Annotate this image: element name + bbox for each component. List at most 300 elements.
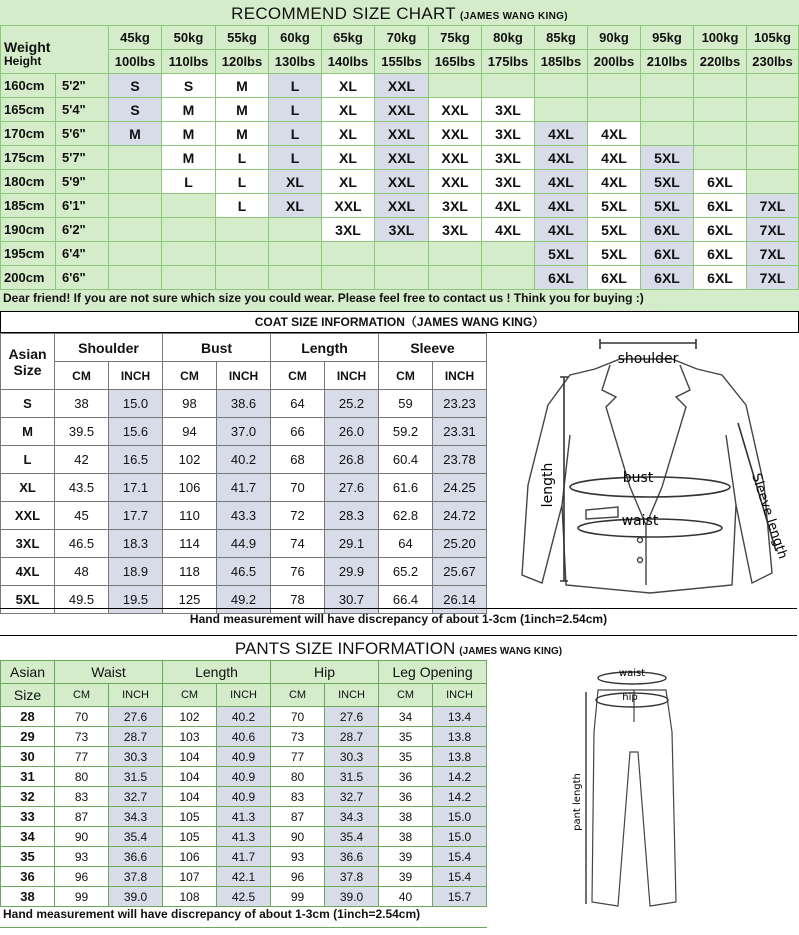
pants-size: 32: [1, 787, 55, 807]
size-cell: [535, 98, 588, 122]
pants-value: 87: [55, 807, 109, 827]
size-cell: 3XL: [482, 98, 535, 122]
recommend-title: [0, 4, 799, 24]
pants-table: [0, 660, 487, 907]
size-cell: 6XL: [694, 194, 747, 218]
weight-lbs-header: 185lbs: [535, 50, 588, 74]
coat-value: 59: [379, 390, 433, 418]
coat-value: 18.3: [109, 530, 163, 558]
height-ft: 5'4": [56, 98, 109, 122]
recommend-row: [1, 122, 799, 146]
pants-value: 15.0: [433, 827, 487, 847]
pants-value: 36: [379, 767, 433, 787]
coat-unit-header: INCH: [325, 362, 379, 390]
coat-value: 110: [163, 502, 217, 530]
size-cell: [747, 170, 799, 194]
pants-value: 80: [271, 767, 325, 787]
size-cell: 4XL: [588, 170, 641, 194]
size-cell: M: [162, 98, 216, 122]
coat-value: 40.2: [217, 446, 271, 474]
pants-value: 105: [163, 807, 217, 827]
pants-value: 41.7: [217, 847, 271, 867]
coat-shoulder-label: shoulder: [617, 351, 679, 367]
coat-value: 61.6: [379, 474, 433, 502]
pants-group-header: Length: [163, 661, 271, 684]
size-cell: [429, 266, 482, 290]
recommend-brand: (JAMES WANG KING): [459, 11, 568, 22]
coat-value: 15.0: [109, 390, 163, 418]
pants-diagram: [568, 662, 698, 912]
coat-value: 64: [271, 390, 325, 418]
size-cell: XXL: [429, 122, 482, 146]
pants-value: 14.2: [433, 787, 487, 807]
size-cell: [535, 74, 588, 98]
weight-kg-header: 55kg: [216, 26, 269, 50]
height-ft: 6'6": [56, 266, 109, 290]
pants-value: 39: [379, 867, 433, 887]
pants-value: 70: [55, 707, 109, 727]
size-cell: XXL: [375, 122, 429, 146]
height-cm: 190cm: [1, 218, 56, 242]
weight-kg-header: 65kg: [322, 26, 375, 50]
coat-unit-header: INCH: [433, 362, 487, 390]
weight-lbs-header: 200lbs: [588, 50, 641, 74]
coat-value: 125: [163, 586, 217, 614]
coat-diagram: [500, 335, 792, 603]
size-cell: [162, 242, 216, 266]
size-cell: [216, 218, 269, 242]
coat-bust-label: bust: [622, 470, 654, 486]
pants-value: 42.1: [217, 867, 271, 887]
size-cell: 6XL: [641, 242, 694, 266]
pants-value: 15.4: [433, 867, 487, 887]
size-cell: 3XL: [482, 122, 535, 146]
coat-unit-header: INCH: [217, 362, 271, 390]
size-cell: 4XL: [482, 194, 535, 218]
height-ft: 6'2": [56, 218, 109, 242]
size-cell: [482, 266, 535, 290]
pants-value: 93: [55, 847, 109, 867]
height-ft: 5'9": [56, 170, 109, 194]
pants-group-header: Leg Opening: [379, 661, 487, 684]
coat-value: 29.9: [325, 558, 379, 586]
size-cell: XL: [322, 170, 375, 194]
size-cell: L: [269, 98, 322, 122]
height-ft: 6'4": [56, 242, 109, 266]
coat-value: 25.20: [433, 530, 487, 558]
pants-value: 102: [163, 707, 217, 727]
coat-length-label: length: [540, 462, 556, 508]
coat-unit-header: CM: [379, 362, 433, 390]
coat-value: 41.7: [217, 474, 271, 502]
pants-value: 27.6: [109, 707, 163, 727]
coat-title: COAT SIZE INFORMATION（JAMES WANG KING）: [0, 311, 799, 333]
coat-value: 25.2: [325, 390, 379, 418]
weight-kg-header: 90kg: [588, 26, 641, 50]
pants-value: 93: [271, 847, 325, 867]
size-cell: 7XL: [747, 242, 799, 266]
pants-brand: (JAMES WANG KING): [459, 646, 563, 657]
pants-value: 30.3: [325, 747, 379, 767]
coat-value: 38: [55, 390, 109, 418]
size-cell: [216, 242, 269, 266]
pants-unit-header: CM: [379, 684, 433, 707]
pants-group-header: Waist: [55, 661, 163, 684]
size-cell: 4XL: [535, 146, 588, 170]
pants-value: 32.7: [325, 787, 379, 807]
size-cell: 7XL: [747, 218, 799, 242]
weight-kg-header: 75kg: [429, 26, 482, 50]
pants-size: 33: [1, 807, 55, 827]
size-cell: [641, 122, 694, 146]
coat-value: 18.9: [109, 558, 163, 586]
pants-value: 77: [55, 747, 109, 767]
coat-group-header: Shoulder: [55, 334, 163, 362]
pants-row: [1, 747, 487, 767]
recommend-row: [1, 170, 799, 194]
size-cell: 4XL: [482, 218, 535, 242]
pants-value: 31.5: [109, 767, 163, 787]
weight-lbs-header: 155lbs: [375, 50, 429, 74]
size-cell: [641, 98, 694, 122]
size-cell: XXL: [429, 146, 482, 170]
coat-value: 70: [271, 474, 325, 502]
coat-value: 23.31: [433, 418, 487, 446]
weight-lbs-header: 110lbs: [162, 50, 216, 74]
pants-value: 39.0: [325, 887, 379, 907]
pants-size: 36: [1, 867, 55, 887]
size-cell: [269, 218, 322, 242]
pants-value: 28.7: [109, 727, 163, 747]
weight-lbs-header: 140lbs: [322, 50, 375, 74]
pants-unit-header: CM: [55, 684, 109, 707]
coat-value: 17.7: [109, 502, 163, 530]
size-cell: [747, 98, 799, 122]
weight-kg-header: 70kg: [375, 26, 429, 50]
pants-value: 28.7: [325, 727, 379, 747]
size-cell: [747, 122, 799, 146]
coat-value: 74: [271, 530, 325, 558]
coat-value: 26.0: [325, 418, 379, 446]
size-cell: M: [216, 122, 269, 146]
pants-value: 70: [271, 707, 325, 727]
size-cell: XXL: [375, 170, 429, 194]
size-cell: [588, 74, 641, 98]
pants-value: 35.4: [325, 827, 379, 847]
size-cell: [429, 74, 482, 98]
pants-value: 90: [55, 827, 109, 847]
size-cell: 3XL: [429, 194, 482, 218]
coat-size: M: [1, 418, 55, 446]
coat-row: [1, 474, 487, 502]
pants-size: 34: [1, 827, 55, 847]
pants-value: 96: [271, 867, 325, 887]
coat-value: 23.78: [433, 446, 487, 474]
height-cm: 175cm: [1, 146, 56, 170]
size-cell: 7XL: [747, 194, 799, 218]
size-cell: [109, 194, 162, 218]
coat-value: 49.2: [217, 586, 271, 614]
coat-size: 5XL: [1, 586, 55, 614]
weight-label: Weight: [4, 38, 51, 55]
size-cell: [588, 98, 641, 122]
coat-value: 46.5: [217, 558, 271, 586]
coat-value: 72: [271, 502, 325, 530]
size-cell: L: [269, 122, 322, 146]
size-cell: XL: [322, 146, 375, 170]
size-cell: [109, 146, 162, 170]
coat-unit-header: CM: [55, 362, 109, 390]
pants-size: 35: [1, 847, 55, 867]
pants-size: 29: [1, 727, 55, 747]
coat-value: 38.6: [217, 390, 271, 418]
pants-unit-header: INCH: [325, 684, 379, 707]
pants-value: 96: [55, 867, 109, 887]
pants-value: 103: [163, 727, 217, 747]
coat-value: 66.4: [379, 586, 433, 614]
size-cell: [269, 266, 322, 290]
coat-value: 46.5: [55, 530, 109, 558]
size-cell: L: [162, 170, 216, 194]
coat-row: [1, 502, 487, 530]
coat-value: 118: [163, 558, 217, 586]
coat-value: 62.8: [379, 502, 433, 530]
pants-value: 41.3: [217, 807, 271, 827]
size-cell: 3XL: [429, 218, 482, 242]
recommend-table: [0, 25, 799, 290]
height-cm: 200cm: [1, 266, 56, 290]
coat-value: 30.7: [325, 586, 379, 614]
pants-length-label: pant length: [572, 773, 583, 831]
pants-value: 36.6: [109, 847, 163, 867]
weight-kg-header: 95kg: [641, 26, 694, 50]
pants-note: Hand measurement will have discrepancy of about 1-3cm (1inch=2.54cm): [3, 907, 421, 921]
coat-size: L: [1, 446, 55, 474]
weight-lbs-header: 230lbs: [747, 50, 799, 74]
height-ft: 5'6": [56, 122, 109, 146]
recommend-row: [1, 194, 799, 218]
size-cell: 3XL: [482, 146, 535, 170]
coat-value: 28.3: [325, 502, 379, 530]
coat-group-header: Length: [271, 334, 379, 362]
pants-hip-label: hip: [622, 692, 638, 703]
coat-value: 102: [163, 446, 217, 474]
size-cell: 5XL: [588, 194, 641, 218]
coat-value: 65.2: [379, 558, 433, 586]
pants-value: 30.3: [109, 747, 163, 767]
coat-value: 19.5: [109, 586, 163, 614]
weight-height-header: [1, 26, 109, 74]
pants-row: [1, 887, 487, 907]
coat-value: 78: [271, 586, 325, 614]
coat-value: 15.6: [109, 418, 163, 446]
pants-value: 34: [379, 707, 433, 727]
pants-size-header-2: Size: [1, 684, 55, 707]
coat-size: XL: [1, 474, 55, 502]
pants-value: 108: [163, 887, 217, 907]
coat-row: [1, 530, 487, 558]
coat-waist-label: waist: [621, 513, 659, 529]
size-cell: 6XL: [641, 266, 694, 290]
pants-unit-header: INCH: [217, 684, 271, 707]
size-cell: [269, 242, 322, 266]
pants-row: [1, 727, 487, 747]
size-cell: [694, 146, 747, 170]
pants-row: [1, 807, 487, 827]
pants-value: 40.6: [217, 727, 271, 747]
pants-row: [1, 827, 487, 847]
pants-value: 39.0: [109, 887, 163, 907]
size-cell: [429, 242, 482, 266]
pants-value: 105: [163, 827, 217, 847]
coat-value: 23.23: [433, 390, 487, 418]
size-cell: 7XL: [747, 266, 799, 290]
height-cm: 170cm: [1, 122, 56, 146]
size-cell: [162, 194, 216, 218]
size-cell: 6XL: [588, 266, 641, 290]
pants-size: 30: [1, 747, 55, 767]
recommend-row: [1, 98, 799, 122]
height-cm: 195cm: [1, 242, 56, 266]
pants-value: 38: [379, 827, 433, 847]
pants-value: 83: [271, 787, 325, 807]
pants-size: 38: [1, 887, 55, 907]
size-cell: XXL: [322, 194, 375, 218]
pants-value: 32.7: [109, 787, 163, 807]
pants-value: 15.0: [433, 807, 487, 827]
size-cell: 5XL: [641, 170, 694, 194]
size-cell: [162, 266, 216, 290]
coat-note: Hand measurement will have discrepancy of about 1-3cm (1inch=2.54cm): [0, 608, 797, 629]
size-cell: [109, 242, 162, 266]
pants-value: 31.5: [325, 767, 379, 787]
pants-value: 87: [271, 807, 325, 827]
size-cell: [216, 266, 269, 290]
size-cell: 4XL: [535, 122, 588, 146]
size-cell: 4XL: [588, 122, 641, 146]
height-cm: 160cm: [1, 74, 56, 98]
pants-size: 31: [1, 767, 55, 787]
pants-size: 28: [1, 707, 55, 727]
size-cell: 5XL: [641, 194, 694, 218]
pants-value: 107: [163, 867, 217, 887]
size-cell: [375, 242, 429, 266]
size-cell: [162, 218, 216, 242]
coat-value: 42: [55, 446, 109, 474]
size-cell: 4XL: [588, 146, 641, 170]
size-cell: 3XL: [375, 218, 429, 242]
size-cell: S: [162, 74, 216, 98]
size-cell: S: [109, 74, 162, 98]
pants-value: 77: [271, 747, 325, 767]
size-cell: [641, 74, 694, 98]
size-cell: L: [269, 74, 322, 98]
pants-value: 36: [379, 787, 433, 807]
pants-outline-icon: [592, 690, 676, 906]
size-cell: 4XL: [535, 170, 588, 194]
coat-size: XXL: [1, 502, 55, 530]
coat-value: 59.2: [379, 418, 433, 446]
size-cell: XXL: [429, 98, 482, 122]
pants-size-header-1: Asian: [1, 661, 55, 684]
coat-table: [0, 333, 487, 614]
size-cell: M: [109, 122, 162, 146]
height-ft: 5'7": [56, 146, 109, 170]
coat-row: [1, 446, 487, 474]
size-cell: XXL: [375, 74, 429, 98]
weight-kg-header: 50kg: [162, 26, 216, 50]
coat-value: 26.8: [325, 446, 379, 474]
recommend-row: [1, 146, 799, 170]
coat-value: 76: [271, 558, 325, 586]
pants-waist-label: waist: [618, 668, 646, 679]
pants-row: [1, 847, 487, 867]
coat-value: 66: [271, 418, 325, 446]
pants-value: 83: [55, 787, 109, 807]
coat-value: 17.1: [109, 474, 163, 502]
size-cell: M: [216, 74, 269, 98]
pants-group-header: Hip: [271, 661, 379, 684]
pants-value: 104: [163, 747, 217, 767]
size-cell: XL: [322, 98, 375, 122]
height-ft: 5'2": [56, 74, 109, 98]
pants-size-section: [0, 631, 799, 935]
size-cell: [375, 266, 429, 290]
weight-lbs-header: 210lbs: [641, 50, 694, 74]
weight-kg-header: 80kg: [482, 26, 535, 50]
height-cm: 165cm: [1, 98, 56, 122]
pants-value: 40.9: [217, 747, 271, 767]
coat-value: 44.9: [217, 530, 271, 558]
pants-value: 42.5: [217, 887, 271, 907]
size-cell: [694, 98, 747, 122]
coat-value: 27.6: [325, 474, 379, 502]
size-cell: [109, 170, 162, 194]
size-cell: [694, 74, 747, 98]
pants-value: 40.9: [217, 767, 271, 787]
coat-value: 25.67: [433, 558, 487, 586]
coat-size-section: [0, 311, 799, 629]
pants-value: 90: [271, 827, 325, 847]
height-cm: 185cm: [1, 194, 56, 218]
pants-value: 41.3: [217, 827, 271, 847]
size-cell: XL: [322, 122, 375, 146]
pants-value: 35: [379, 747, 433, 767]
pants-value: 36.6: [325, 847, 379, 867]
size-cell: 6XL: [694, 170, 747, 194]
coat-unit-header: CM: [163, 362, 217, 390]
pants-value: 13.8: [433, 747, 487, 767]
weight-lbs-header: 165lbs: [429, 50, 482, 74]
size-cell: [109, 266, 162, 290]
size-cell: 6XL: [641, 218, 694, 242]
size-cell: [322, 242, 375, 266]
weight-lbs-header: 130lbs: [269, 50, 322, 74]
size-cell: M: [162, 146, 216, 170]
weight-lbs-header: 100lbs: [109, 50, 162, 74]
size-cell: 5XL: [641, 146, 694, 170]
coat-size: 3XL: [1, 530, 55, 558]
coat-size-header: [1, 334, 55, 390]
height-label: Height: [4, 53, 42, 68]
size-cell: 4XL: [535, 194, 588, 218]
pants-value: 34.3: [325, 807, 379, 827]
pants-value: 35.4: [109, 827, 163, 847]
pants-value: 13.8: [433, 727, 487, 747]
size-cell: 6XL: [694, 242, 747, 266]
weight-kg-header: 45kg: [109, 26, 162, 50]
weight-kg-header: 85kg: [535, 26, 588, 50]
